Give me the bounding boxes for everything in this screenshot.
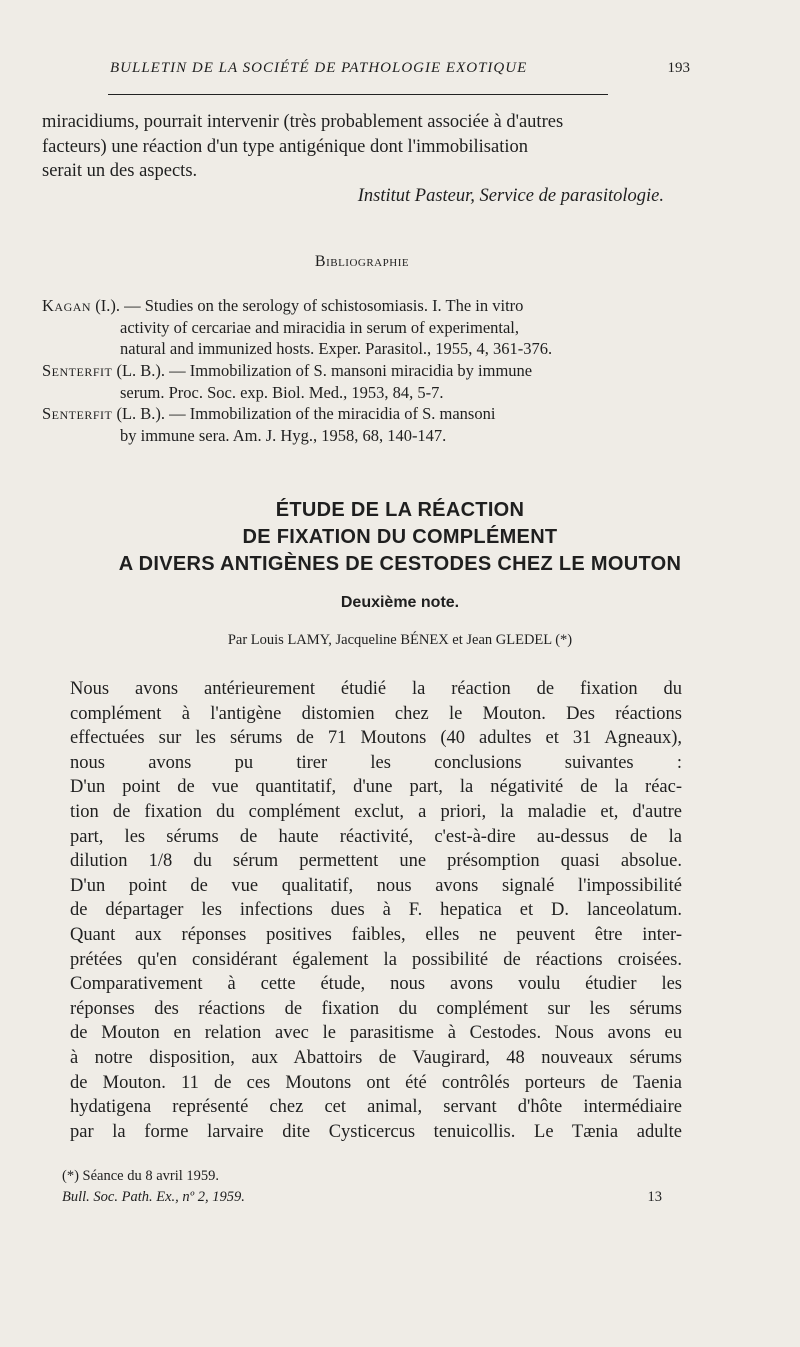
text-line: miracidiums, pourrait intervenir (très probablement associée à d'autres xyxy=(42,112,564,132)
reference-senterfit-1958 xyxy=(42,403,682,446)
ref-line: natural and immunized hosts. Exper. Parasitol., 1955, 4, 361-376. xyxy=(120,339,553,358)
running-title: BULLETIN DE LA SOCIÉTÉ DE PATHOLOGIE EXOTIQUE xyxy=(110,60,528,76)
header-rule xyxy=(108,94,608,95)
text-line: réponses des réactions de fixation du complément sur les sérums xyxy=(70,998,682,1019)
paragraph xyxy=(42,677,682,775)
text-line: par la forme larvaire dite Cysticercus tenuicollis. Le Tænia adulte xyxy=(70,1121,682,1142)
ref-line: activity of cercariae and miracidia in serum of experimental, xyxy=(120,317,520,337)
sheet-number: 13 xyxy=(647,1189,662,1205)
affiliation: Institut Pasteur, Service de parasitologie. xyxy=(357,186,664,206)
article-body xyxy=(42,677,682,1144)
text-line: D'un point de vue quantitatif, d'une part, la négativité de la réac- xyxy=(70,777,682,798)
title-line: DE FIXATION DU COMPLÉMENT xyxy=(242,526,558,548)
text-line: complément à l'antigène distomien chez le Mouton. Des réactions xyxy=(70,703,682,724)
article-subtitle: Deuxième note. xyxy=(340,594,460,611)
footnote-note: (*) Séance du 8 avril 1959. xyxy=(62,1168,220,1184)
text-line: Comparativement à cette étude, nous avons voulu étudier les xyxy=(70,974,682,995)
reference-kagan xyxy=(42,295,682,360)
text-line: de Mouton. 11 de ces Moutons ont été contrôlés porteurs de Taenia xyxy=(70,1072,682,1093)
text-line: prétées qu'en considérant également la possibilité de réactions croisées. xyxy=(70,949,682,970)
paragraph xyxy=(42,874,682,972)
ref-author: Senterfit xyxy=(42,361,113,380)
running-header xyxy=(110,60,690,77)
ref-line: serum. Proc. Soc. exp. Biol. Med., 1953, 84, 5-7. xyxy=(120,382,444,402)
paragraph xyxy=(42,972,682,1144)
ref-line: (I.). — Studies on the serology of schistosomiasis. I. The in vitro xyxy=(95,296,524,315)
ref-author: Kagan xyxy=(42,296,92,315)
text-line: tion de fixation du complément exclut, a priori, la maladie et, d'autre xyxy=(70,801,682,822)
text-line: de Mouton en relation avec le parasitisme à Cestodes. Nous avons eu xyxy=(70,1023,682,1044)
ref-line: (L. B.). — Immobilization of the miracidia of S. mansoni xyxy=(116,404,496,423)
text-line: dilution 1/8 du sérum permettent une présomption quasi absolue. xyxy=(70,851,682,872)
title-line: ÉTUDE DE LA RÉACTION xyxy=(275,499,525,521)
page-number: 193 xyxy=(667,60,690,76)
text-line: à notre disposition, aux Abattoirs de Vaugirard, 48 nouveaux sérums xyxy=(70,1047,682,1068)
text-line: nous avons pu tirer les conclusions suivantes : xyxy=(70,752,682,773)
article-title xyxy=(0,497,800,578)
text-line: Quant aux réponses positives faibles, elles ne peuvent être inter- xyxy=(70,924,682,945)
text-line: part, les sérums de haute réactivité, c'est-à-dire au-dessus de la xyxy=(70,826,682,847)
title-line: A DIVERS ANTIGÈNES DE CESTODES CHEZ LE MOUTON xyxy=(118,553,682,575)
footnote xyxy=(62,1166,662,1208)
reference-senterfit-1953 xyxy=(42,360,682,403)
text-line: Nous avons antérieurement étudié la réaction de fixation du xyxy=(70,679,682,699)
bibliography-heading: Bibliographie xyxy=(314,253,410,270)
ref-line: (L. B.). — Immobilization of S. mansoni miracidia by immune xyxy=(116,361,533,380)
text-line: facteurs) une réaction d'un type antigénique dont l'immobilisation xyxy=(42,136,528,157)
ref-author: Senterfit xyxy=(42,404,113,423)
article-authors: Par Louis LAMY, Jacqueline BÉNEX et Jean GLEDEL (*) xyxy=(227,632,573,648)
text-line: D'un point de vue qualitatif, nous avons signalé l'impossibilité xyxy=(70,875,682,896)
text-line: serait un des aspects. xyxy=(42,161,198,181)
text-line: de départager les infections dues à F. hepatica et D. lanceolatum. xyxy=(70,900,682,921)
text-line: effectuées sur les sérums de 71 Moutons (40 adultes et 31 Agneaux), xyxy=(70,728,682,749)
paragraph xyxy=(42,775,682,873)
ref-line: by immune sera. Am. J. Hyg., 1958, 68, 140-147. xyxy=(120,425,447,445)
footnote-citation: Bull. Soc. Path. Ex., nº 2, 1959. xyxy=(62,1189,245,1205)
text-line: hydatigena représenté chez cet animal, servant d'hôte intermédiaire xyxy=(70,1097,682,1118)
intro-paragraph xyxy=(42,110,682,184)
